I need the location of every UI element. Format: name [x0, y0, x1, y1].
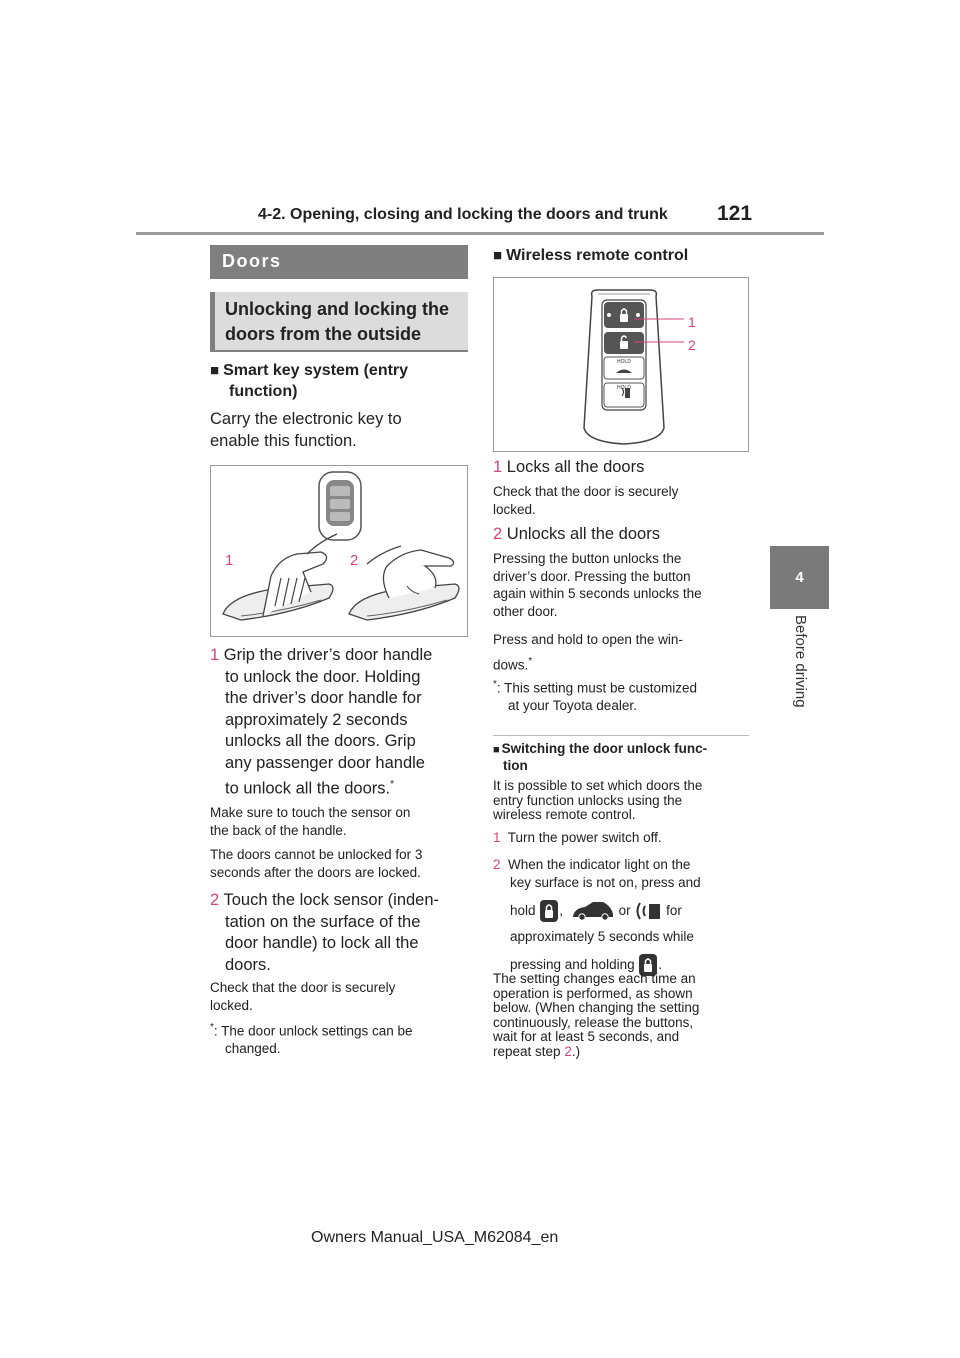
chapter-tab: 4: [770, 546, 829, 609]
remote-item-2-note2: Press and hold to open the win- dows.*: [493, 632, 683, 672]
section-title: 4-2. Opening, closing and locking the doors and trunk: [258, 206, 668, 223]
figure-label-1: 1: [225, 552, 234, 569]
footnote-left: *: The door unlock settings can be changed.: [210, 1022, 413, 1056]
note-sensor: Make sure to touch the sensor on the back of the handle.: [210, 805, 411, 838]
smart-key-icon: [319, 472, 361, 540]
square-bullet-icon: ■: [210, 362, 220, 379]
switch-closing: The setting changes each time an operation is performed, as shown below. (When changing the setting continuously, release the buttons, wait for at least 5 seconds, and repeat step 2.): [493, 971, 700, 1059]
header-rule: [136, 232, 824, 235]
smart-key-heading: ■ Smart key system (entry function): [210, 362, 409, 400]
document-id: Owners Manual_USA_M62084_en: [311, 1229, 559, 1246]
switch-step-1: 1 Turn the power switch off.: [493, 830, 662, 845]
fob-hold-label: HOLD: [617, 359, 631, 365]
lock-button-icon: [539, 899, 559, 923]
switch-heading: ■ Switching the door unlock func- tion: [493, 741, 708, 773]
section-divider: [493, 735, 749, 736]
remote-item-1: 1 Locks all the doors: [493, 458, 645, 476]
door-handle-figure: [210, 465, 468, 637]
figure-label-1: 1: [688, 314, 696, 330]
key-fob-illustration: [494, 278, 748, 451]
figure-label-2: 2: [350, 552, 359, 569]
note-lock-delay: The doors cannot be unlocked for 3 seconds after the doors are locked.: [210, 847, 423, 880]
door-handle-illustration: [211, 466, 467, 636]
doors-heading: Doors: [210, 245, 468, 279]
panic-button-icon: [634, 900, 662, 922]
switch-step-2: 2 When the indicator light on the key surface is not on, press and hold , or for approximately 5 seconds while pressing and holding .: [493, 856, 755, 978]
step-2: 2 Touch the lock sensor (inden- tation on the surface of the door handle) to lock all the doors.: [210, 891, 440, 974]
chapter-label: Before driving: [792, 615, 809, 708]
page-number: 121: [717, 202, 753, 225]
remote-heading: ■ Wireless remote control: [493, 247, 689, 264]
door-handle-left-icon: [223, 534, 337, 620]
square-bullet-icon: ■: [493, 247, 503, 264]
note-securely-locked: Check that the door is securely locked.: [210, 980, 396, 1013]
figure-label-2: 2: [688, 337, 696, 353]
remote-figure: [493, 277, 749, 452]
remote-item-2: 2 Unlocks all the doors: [493, 525, 660, 543]
switch-intro: It is possible to set which doors the entry function unlocks using the wireless remote control.: [493, 778, 703, 822]
remote-item-2-note: Pressing the button unlocks the driver’s door. Pressing the button again within 5 seconds unlocks the other door.: [493, 551, 702, 619]
step-1: 1 Grip the driver’s door handle to unlock the door. Holding the driver’s door handle for approximately 2 seconds unlocks all the doors. Grip any passenger door handle to unlock all the doors.*: [210, 646, 433, 798]
remote-item-1-note: Check that the door is securely locked.: [493, 484, 679, 517]
unlocking-subheading: Unlocking and locking the doors from the outside: [210, 292, 468, 352]
door-handle-right-icon: [349, 546, 459, 620]
trunk-button-icon: [571, 900, 615, 922]
footnote-right: *: This setting must be customized at your Toyota dealer.: [493, 679, 697, 713]
smart-key-intro: Carry the electronic key to enable this function.: [210, 410, 402, 450]
fob-hold-label: HOLD: [617, 385, 631, 391]
square-bullet-icon: ■: [493, 744, 500, 756]
